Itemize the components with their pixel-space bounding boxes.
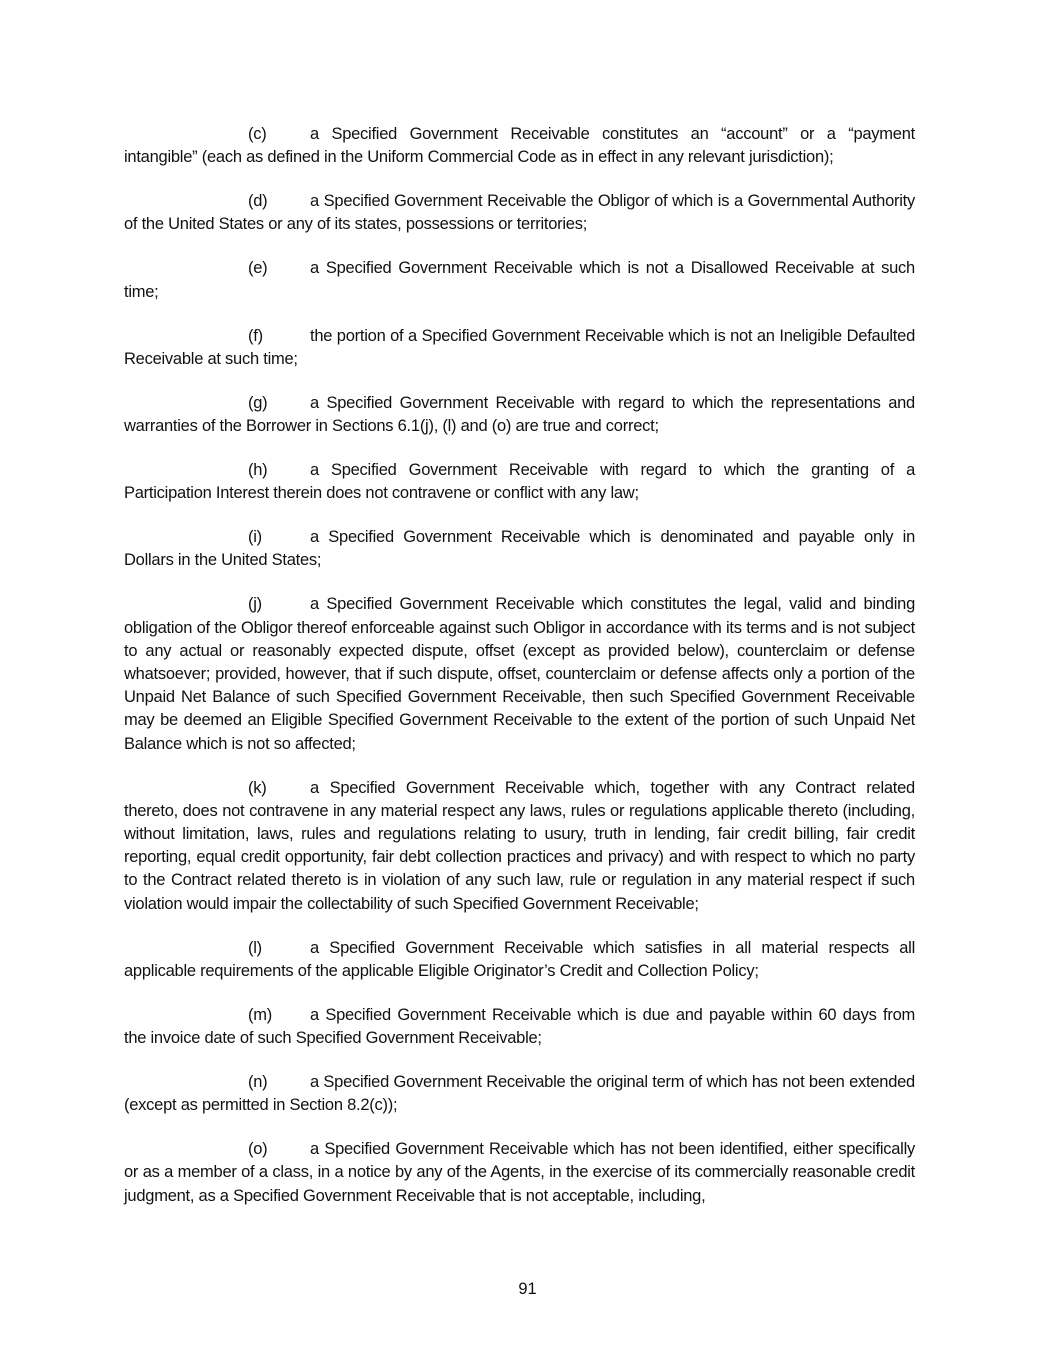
paragraph-label: (o) [248,1140,268,1159]
paragraph-label: (k) [248,778,267,797]
paragraph-label: (d) [248,192,268,211]
paragraph-text: a Specified Government Receivable constitutes an “account” or a “payment intangible” (each as defined in the Uniform Commercial Code as in effect in any relevant jurisdiction); [124,125,915,167]
paragraph-text: a Specified Government Receivable with regard to which the representations and warranties of the Borrower in Sections 6.1(j), (l) and (o) are true and correct; [124,393,915,436]
paragraph-m [124,1004,915,1050]
paragraph-label: (f) [248,326,263,345]
paragraph-text: a Specified Government Receivable with regard to which the granting of a Participation Interest therein does not contravene or conflict with any law; [124,461,915,503]
paragraph-text: a Specified Government Receivable which is due and payable within 60 days from the invoice date of such Specified Government Receivable; [124,1005,915,1048]
paragraph-n [124,1071,915,1117]
paragraph-label: (n) [248,1073,268,1092]
paragraph-c [124,123,915,169]
paragraph-o [124,1138,915,1208]
paragraph-label: (m) [248,1005,272,1024]
paragraph-label: (c) [248,125,267,143]
paragraph-text: a Specified Government Receivable the original term of which has not been extended (except as permitted in Section 8.2(c)); [124,1073,915,1115]
paragraph-label: (g) [248,393,268,412]
paragraph-text: a Specified Government Receivable which is not a Disallowed Receivable at such time; [124,259,915,301]
page-number: 91 [518,1280,537,1298]
document-body [124,123,915,1229]
paragraph-k [124,777,915,916]
paragraph-text: a Specified Government Receivable which satisfies in all material respects all applicable requirements of the applicable Eligible Originator’s Credit and Collection Policy; [124,938,915,980]
paragraph-e [124,257,915,303]
paragraph-f [124,325,915,371]
paragraph-text: a Specified Government Receivable which has not been identified, either specifically or as a member of a class, in a notice by any of the Agents, in the exercise of its commercially reasonable credit judgment, as a Specified Government Receivable that is not acceptable, including, [124,1140,915,1205]
paragraph-label: (i) [248,528,262,547]
paragraph-label: (j) [248,595,262,614]
paragraph-j [124,593,915,755]
paragraph-d [124,190,915,236]
paragraph-text: a Specified Government Receivable the Obligor of which is a Governmental Authority of the United States or any of its states, possessions or territories; [124,192,915,234]
paragraph-label: (e) [248,259,268,278]
paragraph-h [124,459,915,505]
paragraph-text: a Specified Government Receivable which is denominated and payable only in Dollars in the United States; [124,528,915,570]
paragraph-l [124,937,915,983]
paragraph-text: the portion of a Specified Government Receivable which is not an Ineligible Defaulted Receivable at such time; [124,326,915,368]
paragraph-i [124,526,915,572]
paragraph-text: a Specified Government Receivable which, together with any Contract related thereto, does not contravene in any material respect any laws, rules or regulations applicable thereto (including, without limitation, laws, rules and regulations relating to usury, truth in lending, fair credit billing, fair credit reporting, equal credit opportunity, fair debt collection practices and privacy) and with respect to which no party to the Contract related thereto is in violation of any such law, rule or regulation in any material respect if such violation would impair the collectability of such Specified Government Receivable; [124,778,915,913]
paragraph-text: a Specified Government Receivable which constitutes the legal, valid and binding obligation of the Obligor thereof enforceable against such Obligor in accordance with its terms and is not subject to any actual or reasonably expected dispute, offset (except as provided below), counterclaim or defense whatsoever; provided, however, that if such dispute, offset, counterclaim or defense affects only a portion of the Unpaid Net Balance of such Specified Government Receivable, then such Specified Government Receivable may be deemed an Eligible Specified Government Receivable to the extent of the portion of such Unpaid Net Balance which is not so affected; [124,595,915,753]
paragraph-g [124,392,915,438]
paragraph-label: (h) [248,461,268,480]
paragraph-label: (l) [248,938,262,957]
